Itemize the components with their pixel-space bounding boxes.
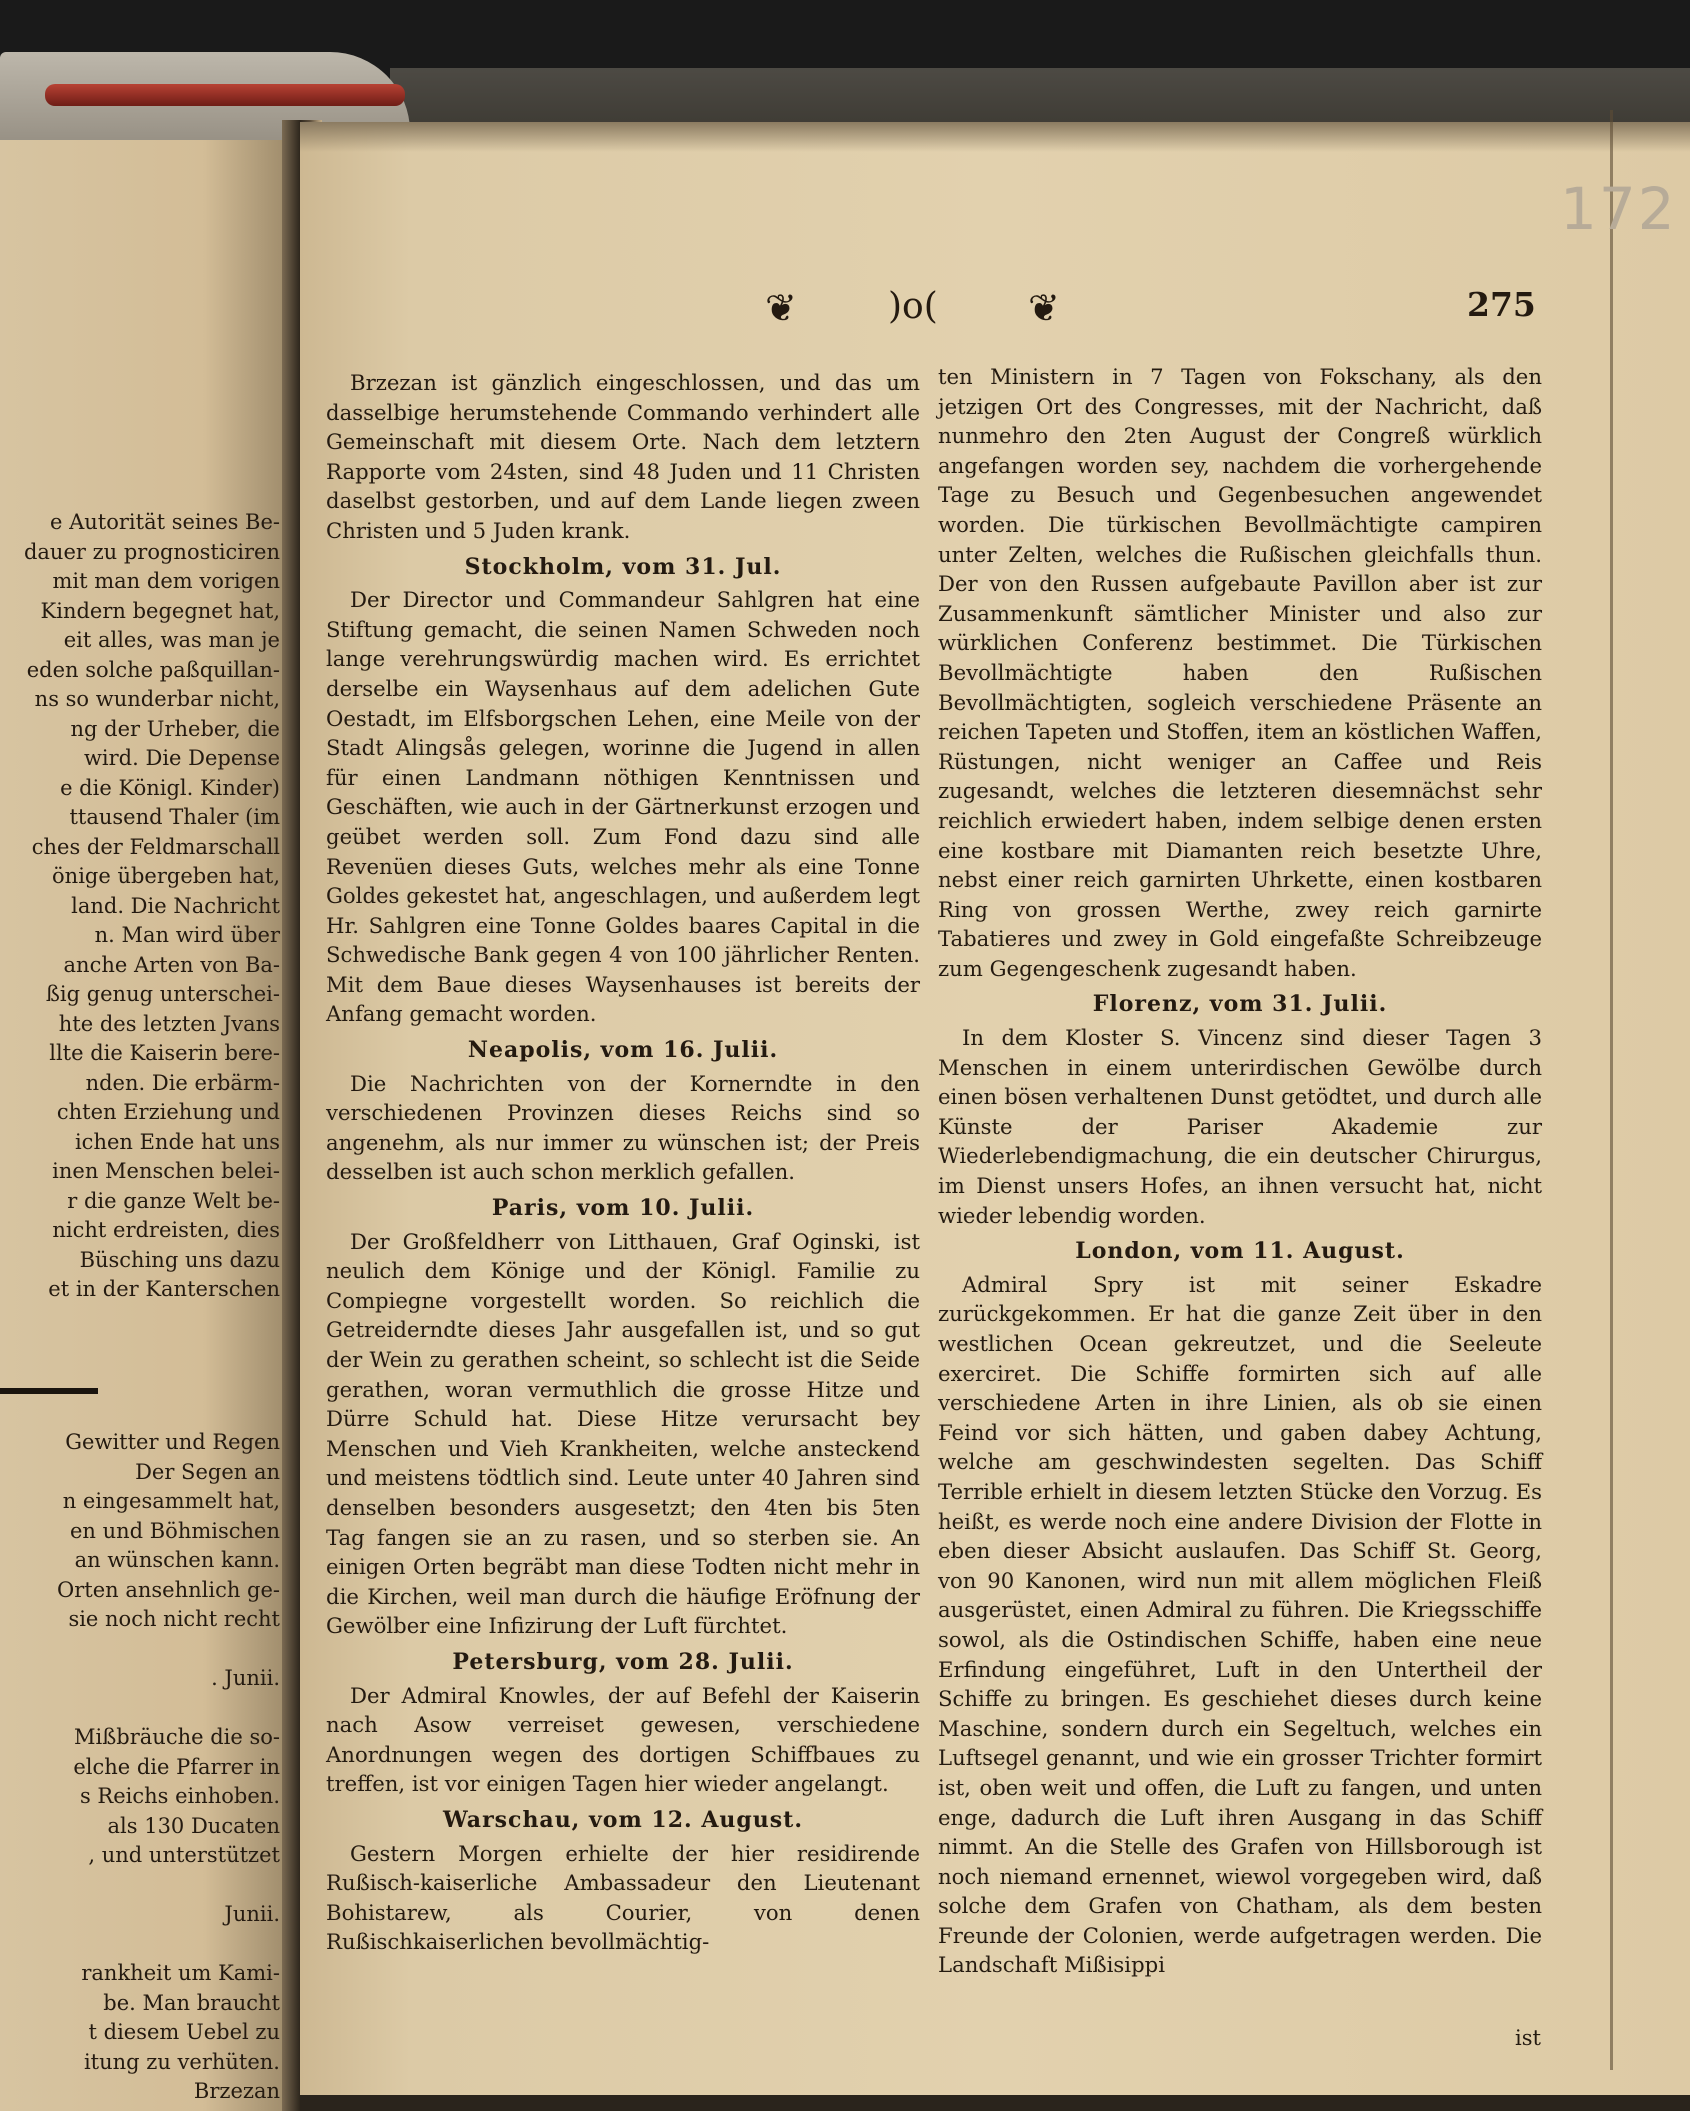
- left-page-line: be. Man braucht: [103, 1990, 280, 2015]
- fleuron-icon: ❦: [1028, 286, 1060, 330]
- left-page-line: et in der Kanterschen: [48, 1277, 280, 1301]
- left-page-line: nicht erdreisten, dies: [52, 1218, 280, 1242]
- paragraph: Die Nachrichten von der Kornerndte in den verschiedenen Provinzen dieses Reichs sind so angenehm, als nur immer zu wünschen ist; der Preis desselben ist auch schon merklich gefallen.: [326, 1070, 920, 1185]
- paragraph: Admiral Spry ist mit seiner Eskadre zurückgekommen. Er hat die ganze Zeit über in den westlichen Ocean gekreutzet, und die Seeleute exerciret. Die Schiffe formirten sich auf alle verschiedene Arten in ihre Linien, als ob sie einen Feind vor sich hätten, und gaben dabey Achtung, welche am geschwindesten segelten. Das Schiff Terrible erhielt in diesem letzten Stücke den Vorzug. Es heißt, es werde noch eine andere Division der Flotte in eben dieser Absicht auslaufen. Das Schiff St. Georg, von 90 Kanonen, wird nun mit allem möglichen Fleiß ausgerüstet, einen Admiral zu führen. Die Kriegsschiffe sowol, als die Ostindischen Schiffe, haben eine neue Erfindung eingeführet, Luft in den Untertheil der Schiffe zu bringen. Es geschiehet dieses durch keine Maschine, sondern durch ein Segeltuch, welches ein Luftsegel genannt, und wie ein grosser Trichter formirt ist, oben weit und offen, die Luft zu fangen, und unten enge, dadurch die Luft ihren Ausgang in das Schiff nimmt. An die Stelle des Grafen von Hillsborough ist noch niemand ernennet, wiewol vorgegeben wird, daß solche dem Grafen von Chatham, als dem besten Freunde der Colonien, werde aufgetragen werden. Die Landschaft Mißisippi: [938, 1271, 1542, 1978]
- paragraph: Der Admiral Knowles, der auf Befehl der Kaiserin nach Asow verreiset gewesen, verschiedene Anordnungen wegen des dortigen Schiffbaues zu treffen, ist vor einigen Tagen hier wieder angelangt.: [326, 1682, 920, 1797]
- ornament-divider: )o(: [888, 286, 938, 327]
- left-page-line: Der Segen an: [135, 1459, 280, 1484]
- left-page-line: nden. Die erbärm-: [85, 1070, 280, 1095]
- left-page-line: llte die Kaiserin bere-: [49, 1041, 280, 1065]
- left-page-line: anche Arten von Ba-: [63, 952, 280, 977]
- left-page-line: ng der Urheber, die: [70, 716, 280, 741]
- left-page-line: [0, 1694, 280, 1724]
- dateline: Neapolis, vom 16. Julii.: [467, 1037, 779, 1064]
- fleuron-icon: ❦: [765, 286, 797, 330]
- paragraph: ten Ministern in 7 Tagen von Fokschany, als den jetzigen Ort des Congresses, mit der Nachricht, daß nunmehro den 2ten August der Congreß würklich angefangen worden sey, nachdem die vorhergehende Tage zu Besuch und Gegenbesuchen angewendet worden. Die türkischen Bevollmächtigte campiren unter Zelten, welches die Rußischen gleichfalls thun. Der von den Russen aufgebaute Pavillon aber ist zur Zusammenkunft sämtlicher Minister und also zur würklichen Conferenz bestimmet. Die Türkischen Bevollmächtigte haben den Rußischen Bevollmächtigten, sogleich verschiedene Präsente an reichen Tapeten und Stoffen, item an köstlichen Waffen, Rüstungen, nicht weniger an Caffee und Reis zugesandt, welches die letzteren diesemnächst sehr reichlich erwiedert haben, indem selbige denen ersten eine kostbare mit Diamanten reich besetzte Uhre, nebst einer reich garnirten Uhrkette, einen kostbaren Ring von grossen Werthe, zwey reich garnirte Tabatieres und zwey in Gold eingefaßte Schreibzeuge zum Gegengeschenk zugesandt haben.: [938, 364, 1542, 981]
- left-page-line: an wünschen kann.: [74, 1548, 280, 1572]
- left-page-line: . Junii.: [211, 1666, 280, 1690]
- left-page-line: eden solche paßquillan-: [26, 657, 280, 682]
- left-page-line: land. Die Nachricht: [71, 893, 280, 918]
- page-edge-line: [1610, 110, 1613, 2070]
- folio-number: 172: [1560, 175, 1677, 243]
- left-page-text-bottom: [0, 1428, 280, 2107]
- page-edge-shadow: [300, 122, 1690, 152]
- left-page-line: t diesem Uebel zu: [88, 2020, 280, 2044]
- left-page-line: r die ganze Welt be-: [67, 1188, 280, 1213]
- left-page-line: rankheit um Kami-: [81, 1961, 280, 1985]
- left-page-line: eit alles, was man je: [63, 628, 280, 652]
- left-page-line: als 130 Ducaten: [107, 1813, 280, 1838]
- left-page-line: Gewitter und Regen: [65, 1430, 280, 1454]
- left-page-line: hte des letzten Jvans: [58, 1011, 280, 1036]
- left-page-line: elche die Pfarrer in: [73, 1754, 280, 1779]
- left-page-line: [0, 1871, 280, 1901]
- dateline: Petersburg, vom 28. Julii.: [452, 1648, 794, 1675]
- left-page-line: [0, 1635, 280, 1665]
- catchword: ist: [1515, 2026, 1541, 2050]
- column-left: [326, 368, 920, 1957]
- left-page-line: e Autorität seines Be-: [50, 510, 280, 534]
- left-page-line: sie noch nicht recht: [68, 1607, 280, 1631]
- left-page-line: ns so wunderbar nicht,: [34, 687, 280, 711]
- left-page-line: Junii.: [224, 1902, 280, 1926]
- dateline: London, vom 11. August.: [1075, 1238, 1405, 1265]
- left-page-line: itung zu verhüten.: [83, 2049, 280, 2074]
- left-page-line: s Reichs einhoben.: [79, 1784, 280, 1808]
- left-page-line: Orten ansehnlich ge-: [57, 1577, 280, 1602]
- left-page-line: ttausend Thaler (im: [69, 805, 280, 829]
- left-page-line: ichen Ende hat uns: [74, 1129, 280, 1154]
- left-page-line: Mißbräuche die so-: [74, 1725, 280, 1749]
- left-page-line: Büsching uns dazu: [79, 1247, 280, 1272]
- left-page-line: Brzezan: [193, 2079, 280, 2103]
- column-right: [938, 362, 1542, 1980]
- left-page-line: ßig genug unterschei-: [45, 982, 280, 1006]
- paragraph: Brzezan ist gänzlich eingeschlossen, und das um dasselbige herumstehende Commando verhindert alle Gemeinschaft mit diesem Orte. Nach dem letztern Rapporte vom 24sten, sind 48 Juden und 11 Christen daselbst gestorben, und auf dem Lande liegen zween Christen und 5 Juden krank.: [326, 370, 920, 543]
- left-page-line: dauer zu prognosticiren: [23, 539, 280, 564]
- left-page-line: inen Menschen belei-: [52, 1159, 280, 1183]
- left-page-line: chten Erziehung und: [56, 1100, 280, 1124]
- dateline: Florenz, vom 31. Julii.: [1092, 991, 1388, 1018]
- left-page: [0, 140, 290, 2111]
- paragraph: Der Großfeldherr von Litthauen, Graf Oginski, ist neulich dem Könige und der Königl. Familie zu Compiegne vorgestellt worden. So reichlich die Getreiderndte dieses Jahr ausgefallen ist, und so gut der Wein zu gerathen scheint, so schlecht ist die Seide gerathen, woran vermuthlich die grosse Hitze und Dürre Schuld hat. Diese Hitze verursacht bey Menschen und Vieh Krankheiten, welche ansteckend und meistens tödtlich sind. Leute unter 40 Jahren sind denselben besonders ausgesetzt; den 4ten bis 5ten Tag fangen sie an zu rasen, und so sterben sie. An einigen Orten begräbt man diese Todten nicht mehr in die Kirchen, weil man durch die häufige Eröfnung der Gewölber eine Infizirung der Luft fürchtet.: [326, 1228, 920, 1639]
- bottom-shadow: [300, 2095, 1690, 2111]
- left-page-line: n eingesammelt hat,: [62, 1489, 280, 1513]
- headband: [45, 84, 405, 106]
- section-divider: [0, 1388, 98, 1394]
- left-page-line: [0, 1930, 280, 1960]
- dateline: Warschau, vom 12. August.: [443, 1806, 803, 1833]
- dateline: Paris, vom 10. Julii.: [491, 1195, 755, 1222]
- left-page-line: en und Böhmischen: [69, 1518, 280, 1543]
- paragraph: In dem Kloster S. Vincenz sind dieser Tagen 3 Menschen in einem unterirdischen Gewölbe durch einen bösen verhaltenen Dunst getödtet, und durch alle Künste der Pariser Akademie zur Wiederlebendigmachung, die ein deutscher Chirurgus, im Dienst unsers Hofes, an ihnen versucht hat, nicht wieder lebendig worden.: [938, 1025, 1542, 1228]
- left-page-line: n. Man wird über: [94, 923, 280, 947]
- left-page-line: e die Königl. Kinder): [60, 775, 280, 800]
- left-page-line: ches der Feldmarschall: [31, 834, 280, 859]
- left-page-line: mit man dem vorigen: [52, 569, 280, 593]
- paragraph: Gestern Morgen erhielte der hier residirende Rußisch-kaiserliche Ambassadeur den Lieutenant Bohistarew, als Courier, von denen Rußischkaiserlichen bevollmächtig-: [326, 1840, 920, 1955]
- left-page-line: wird. Die Depense: [83, 746, 280, 770]
- left-page-line: önige übergeben hat,: [52, 864, 280, 888]
- dateline: Stockholm, vom 31. Jul.: [464, 553, 782, 580]
- left-page-line: , und unterstützet: [88, 1843, 280, 1867]
- left-page-text-top: [0, 508, 280, 1305]
- left-page-line: Kindern begegnet hat,: [40, 598, 280, 623]
- paragraph: Der Director und Commandeur Sahlgren hat eine Stiftung gemacht, die seinen Namen Schweden noch lange verehrungswürdig machen wird. Es errichtet derselbe ein Waysenhaus auf dem adelichen Gute Oestadt, im Elfsborgschen Lehen, eine Meile von der Stadt Alingsås gelegen, worinne die Jugend in allen für einen Landmann nöthigen Kenntnissen und Geschäften, wie auch in der Gärtnerkunst erzogen und geübet werden soll. Zum Fond dazu sind alle Revenüen dieses Guts, welches mehr als eine Tonne Goldes gekestet hat, angeschlagen, und außerdem legt Hr. Sahlgren eine Tonne Goldes baares Capital in die Schwedische Bank gegen 4 von 100 jährlicher Renten. Mit dem Baue dieses Waysenhauses ist bereits der Anfang gemacht worden.: [326, 587, 920, 1027]
- page-number: 275: [1467, 285, 1536, 324]
